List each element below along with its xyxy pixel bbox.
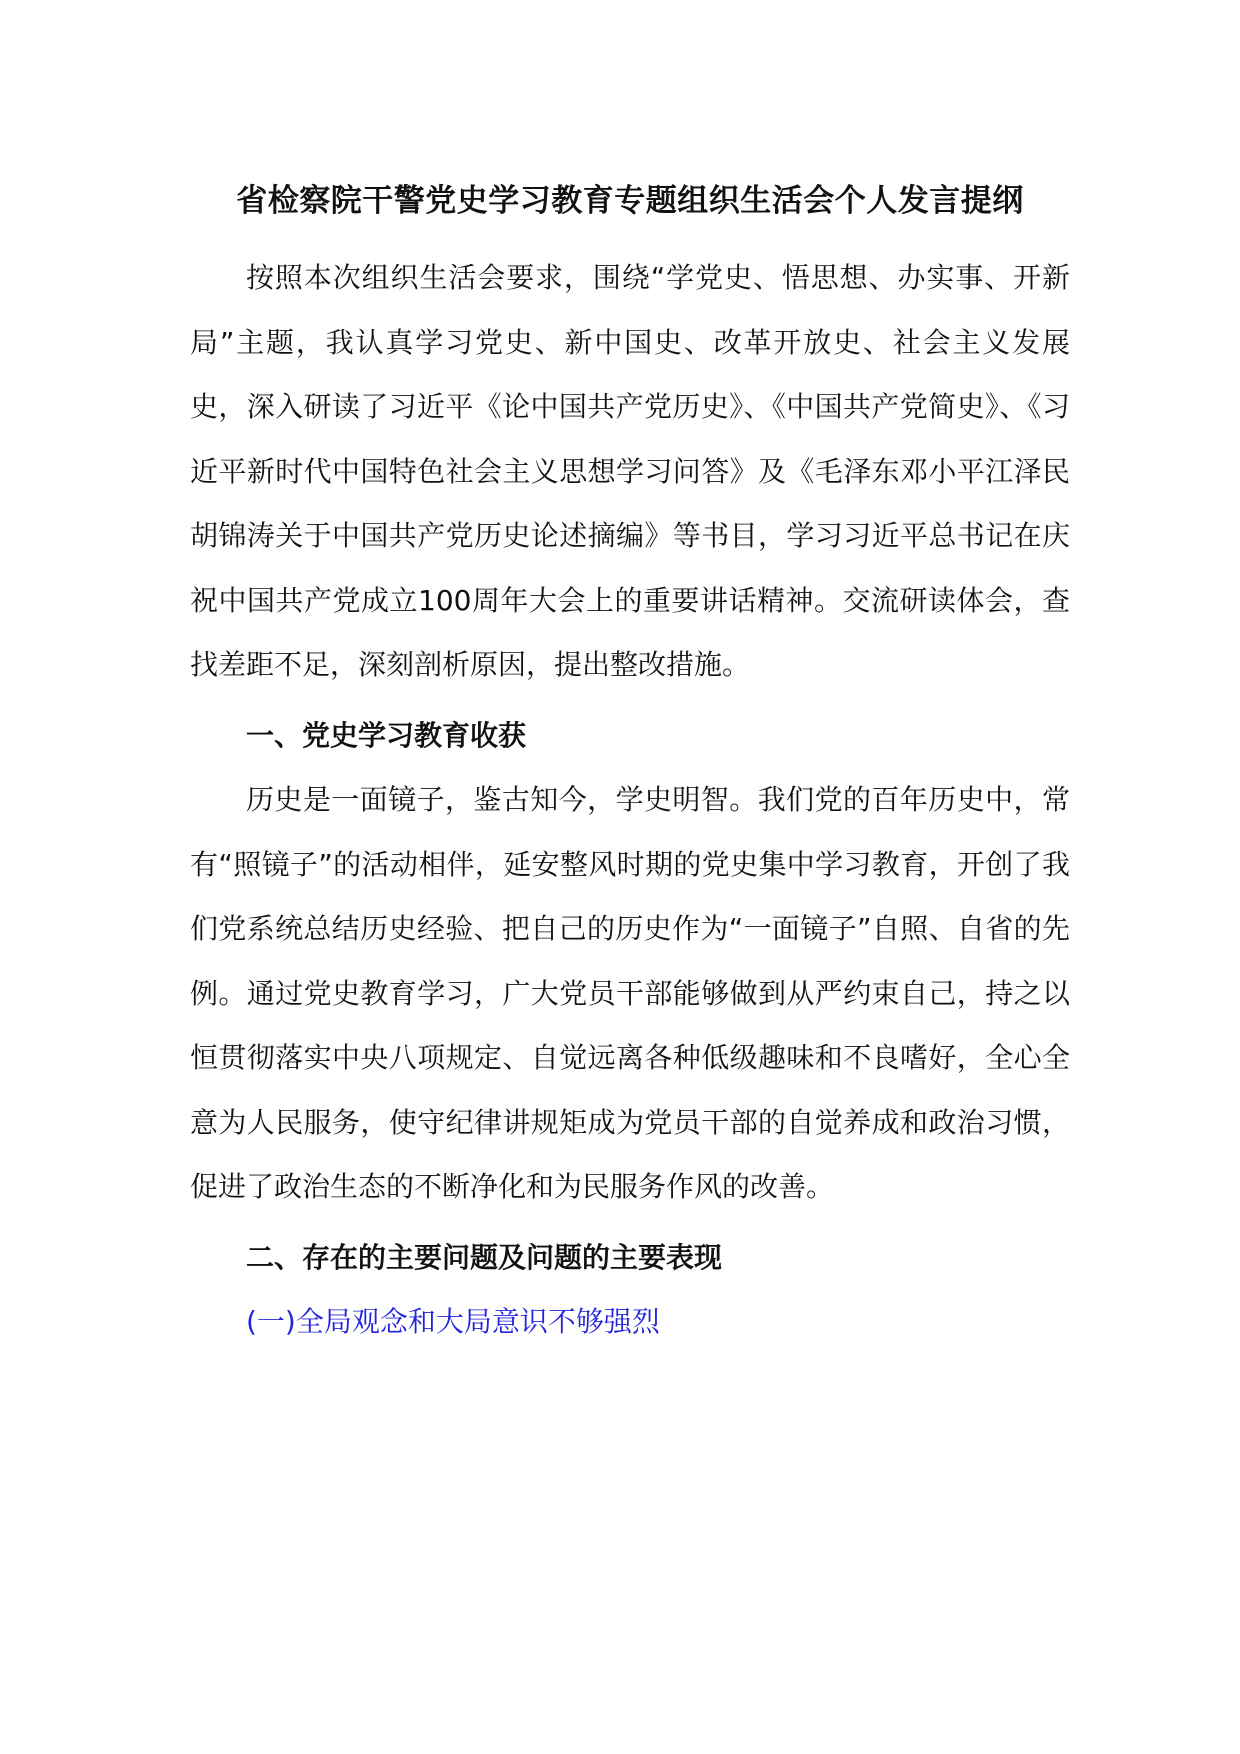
document-title: 省检察院干警党史学习教育专题组织生活会个人发言提纲: [236, 183, 1024, 219]
gains-paragraph: 历史是一面镜子，鉴古知今，学史明智。我们党的百年历史中，常有“照镜子”的活动相伴，延安整风时期的党史集中学习教育，开创了我们党系统总结历史经验、把自己的历史作为“一面镜子”自照、自省的先例。通过党史教育学习，广大党员干部能够做到从严约束自己，持之以恒贯彻落实中央八项规定、自觉远离各种低级趣味和不良嗜好，全心全意为人民服务，使守纪律讲规矩成为党员干部的自觉养成和政治习惯，促进了政治生态的不断净化和为民服务作风的改善。: [190, 783, 1070, 1203]
section-heading-gains: 一、党史学习教育收获: [246, 718, 527, 752]
intro-paragraph: 按照本次组织生活会要求，围绕“学党史、悟思想、办实事、开新局”主题，我认真学习党史、新中国史、改革开放史、社会主义发展史，深入研读了习近平《论中国共产党历史》、《中国共产党简史》、《习近平新时代中国特色社会主义思想学习问答》及《毛泽东邓小平江泽民胡锦涛关于中国共产党历史论述摘编》等书目，学习习近平总书记在庆祝中国共产党成立100周年大会上的重要讲话精神。交流研读体会，查找差距不足，深刻剖析原因，提出整改措施。: [190, 261, 1070, 681]
section-heading-problems: 二、存在的主要问题及问题的主要表现: [246, 1240, 723, 1274]
title-spacer: [190, 232, 1070, 246]
document-body: [190, 170, 1070, 1355]
subheading-overall-awareness: (一)全局观念和大局意识不够强烈: [246, 1305, 660, 1338]
